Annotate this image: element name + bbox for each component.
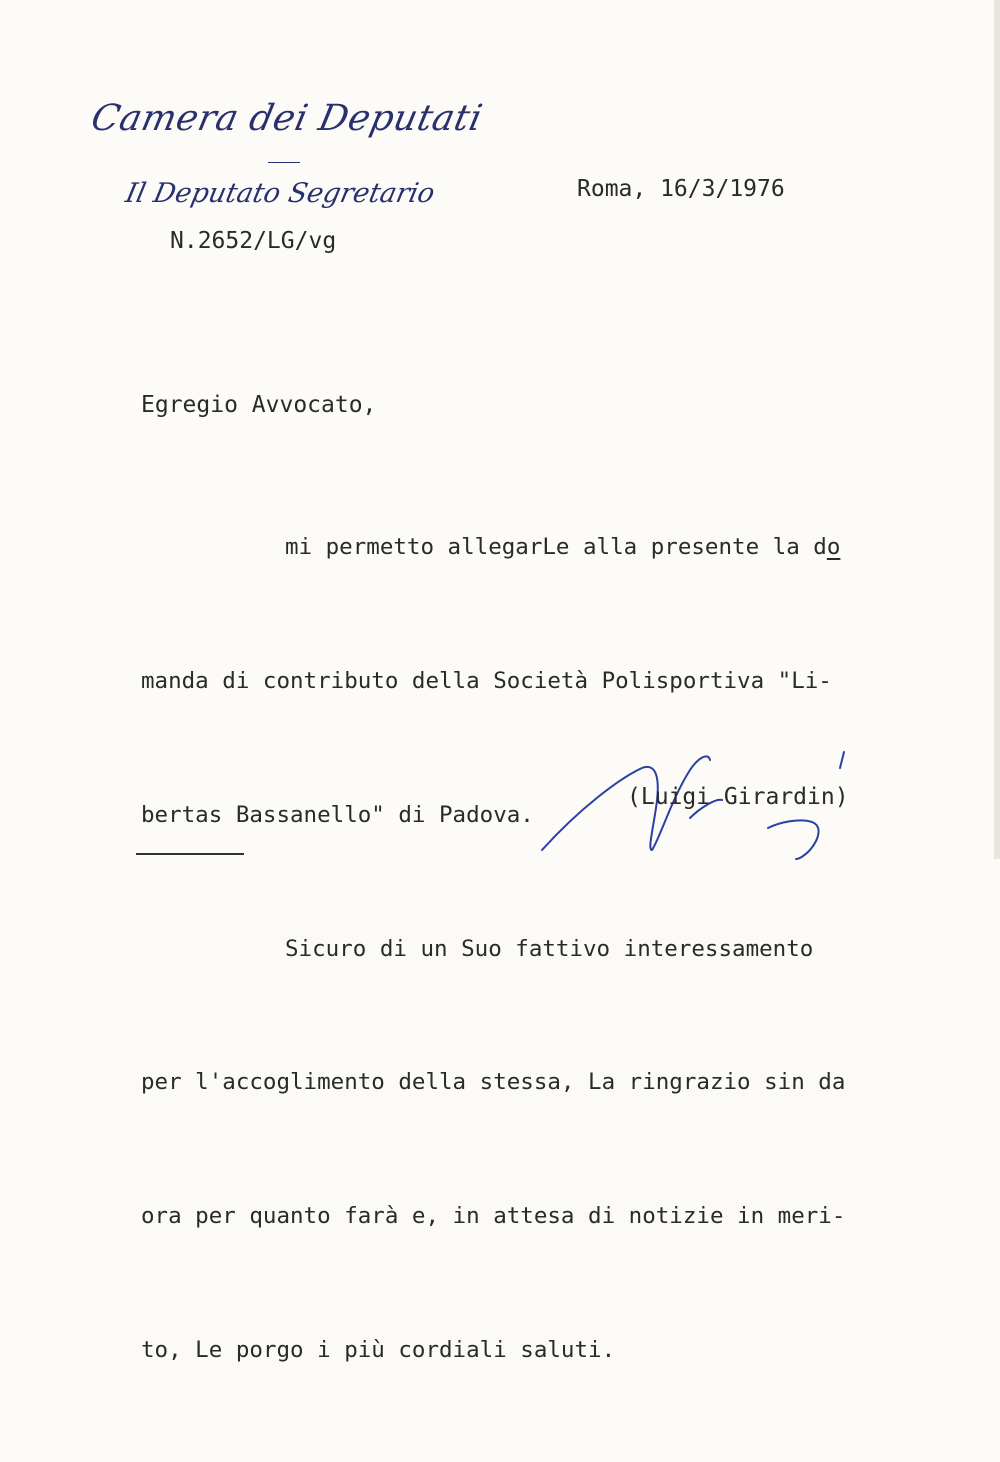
body-line: per l'accoglimento della stessa, La ringrazio sin da <box>141 1069 846 1096</box>
body-line: mi permetto allegarLe alla presente la do <box>285 534 841 561</box>
bottom-rule <box>136 853 244 855</box>
letterhead-subtitle: Il Deputato Segretario <box>122 178 438 209</box>
protocol-number: N.2652/LG/vg <box>170 228 337 254</box>
place-date: Roma, 16/3/1976 <box>577 176 785 202</box>
letter-body <box>141 436 845 1462</box>
body-line: manda di contributo della Società Polisportiva "Li- <box>141 667 832 694</box>
salutation: Egregio Avvocato, <box>141 392 377 418</box>
body-line: bertas Bassanello" di Padova. <box>141 801 534 828</box>
paper-edge <box>994 0 1000 859</box>
body-line: Sicuro di un Suo fattivo interessamento <box>285 935 814 962</box>
body-line: to, Le porgo i più cordiali saluti. <box>141 1336 616 1363</box>
body-line: ora per quanto farà e, in attesa di notizie in meri- <box>141 1203 846 1230</box>
letterhead-title: Camera dei Deputati <box>87 98 487 139</box>
signer-name: (Luigi Girardin) <box>627 784 849 810</box>
letterhead-divider <box>268 162 300 163</box>
